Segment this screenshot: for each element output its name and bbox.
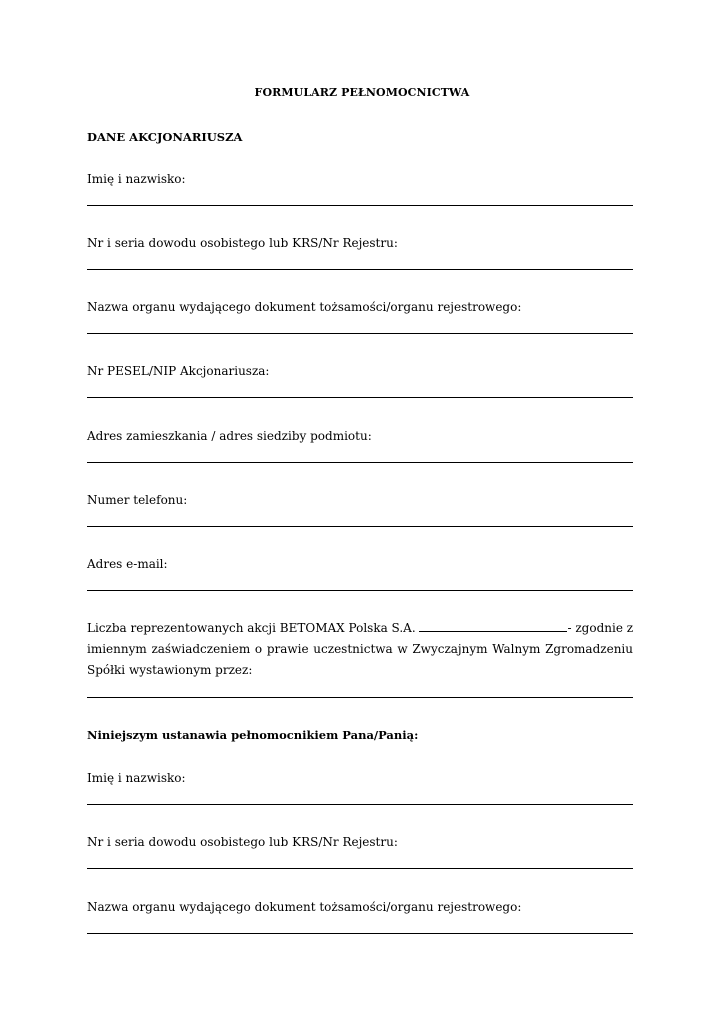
shareholder-address-label: Adres zamieszkania / adres siedziby podmiotu: <box>87 429 372 443</box>
document-title: FORMULARZ PEŁNOMOCNICTWA <box>254 86 470 99</box>
certificate-issuer-line[interactable] <box>87 697 633 698</box>
shareholder-email-line[interactable] <box>87 590 633 591</box>
shareholder-phone-line[interactable] <box>87 526 633 527</box>
shareholder-id-number-line[interactable] <box>87 269 633 270</box>
shareholder-phone-label: Numer telefonu: <box>87 493 188 507</box>
proxy-issuing-authority-label: Nazwa organu wydającego dokument tożsamości/organu rejestrowego: <box>87 900 522 914</box>
shares-count-blank[interactable] <box>419 619 567 632</box>
shares-count-label: Liczba reprezentowanych akcji BETOMAX Polska S.A. <box>87 621 416 635</box>
shareholder-section-heading: DANE AKCJONARIUSZA <box>87 130 243 144</box>
shares-paragraph-line-1 <box>87 618 633 639</box>
shareholder-name-line[interactable] <box>87 205 633 206</box>
shares-paragraph-line-3: Spółki wystawionym przez: <box>87 663 253 677</box>
shareholder-address-line[interactable] <box>87 462 633 463</box>
proxy-id-number-label: Nr i seria dowodu osobistego lub KRS/Nr Rejestru: <box>87 835 398 849</box>
shares-paragraph-line-2: imiennym zaświadczeniem o prawie uczestnictwa w Zwyczajnym Walnym Zgromadzeniu <box>87 642 633 656</box>
shareholder-email-label: Adres e-mail: <box>87 557 168 571</box>
shareholder-issuing-authority-line[interactable] <box>87 333 633 334</box>
shares-paragraph <box>87 618 633 681</box>
proxy-name-line[interactable] <box>87 804 633 805</box>
shareholder-pesel-nip-line[interactable] <box>87 397 633 398</box>
shareholder-name-label: Imię i nazwisko: <box>87 172 186 186</box>
proxy-id-number-line[interactable] <box>87 868 633 869</box>
proxy-name-label: Imię i nazwisko: <box>87 771 186 785</box>
proxy-issuing-authority-line[interactable] <box>87 933 633 934</box>
shares-count-suffix: - zgodnie z <box>567 621 634 635</box>
proxy-section-heading: Niniejszym ustanawia pełnomocnikiem Pana/Panią: <box>87 728 419 742</box>
shareholder-issuing-authority-label: Nazwa organu wydającego dokument tożsamości/organu rejestrowego: <box>87 300 522 314</box>
shareholder-pesel-nip-label: Nr PESEL/NIP Akcjonariusza: <box>87 364 270 378</box>
shareholder-id-number-label: Nr i seria dowodu osobistego lub KRS/Nr Rejestru: <box>87 236 398 250</box>
